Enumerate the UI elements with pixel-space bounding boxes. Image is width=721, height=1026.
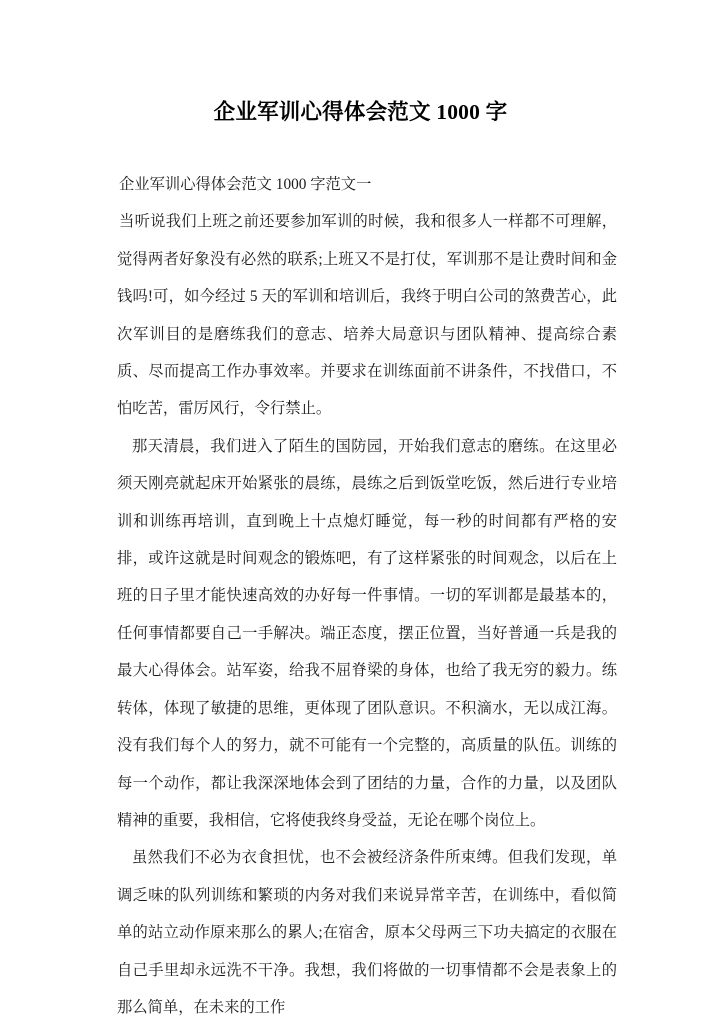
paragraph-3: 虽然我们不必为衣食担忧，也不会被经济条件所束缚。但我们发现，单调乏味的队列训练和繁琐的内务对我们来说异常辛苦，在训练中，看似简单的站立动作原来那么的累人;在宿舍，原本父母两三下功夫搞定的衣服在自己手里却永远洗不干净。我想，我们将做的一切事情都不会是表象上的那么简单，在未来的工作 xyxy=(117,849,617,1016)
paragraph-subtitle: 企业军训心得体会范文 1000 字范文一 xyxy=(119,176,372,193)
document-body xyxy=(117,166,617,1026)
page-title: 企业军训心得体会范文 1000 字 xyxy=(213,100,508,125)
paragraph-2: 那天清晨，我们进入了陌生的国防园，开始我们意志的磨练。在这里必须天刚亮就起床开始紧张的晨练，晨练之后到饭堂吃饭，然后进行专业培训和训练再培训，直到晚上十点熄灯睡觉，每一秒的时间都有严格的安排，或许这就是时间观念的锻炼吧，有了这样紧张的时间观念，以后在上班的日子里才能快速高效的办好每一件事情。一切的军训都是最基本的，任何事情都要自己一手解决。端正态度，摆正位置，当好普通一兵是我的最大心得体会。站军姿，给我不屈脊梁的身体，也给了我无穷的毅力。练转体，体现了敏捷的思维，更体现了团队意识。不积滴水，无以成江海。没有我们每个人的努力，就不可能有一个完整的，高质量的队伍。训练的每一个动作，都让我深深地体会到了团结的力量，合作的力量，以及团队精神的重要，我相信，它将使我终身受益，无论在哪个岗位上。 xyxy=(117,437,617,829)
paragraph-1: 当听说我们上班之前还要参加军训的时候，我和很多人一样都不可理解，觉得两者好象没有必然的联系;上班又不是打仗，军训那不是让费时间和金钱吗!可，如今经过 5 天的军训和培训后，我终于明白公司的煞费苦心，此次军训目的是磨练我们的意志、培养大局意识与团队精神、提高综合素质、尽而提高工作办事效率。并要求在训练面前不讲条件，不找借口，不怕吃苦，雷厉风行，令行禁止。 xyxy=(117,213,617,418)
